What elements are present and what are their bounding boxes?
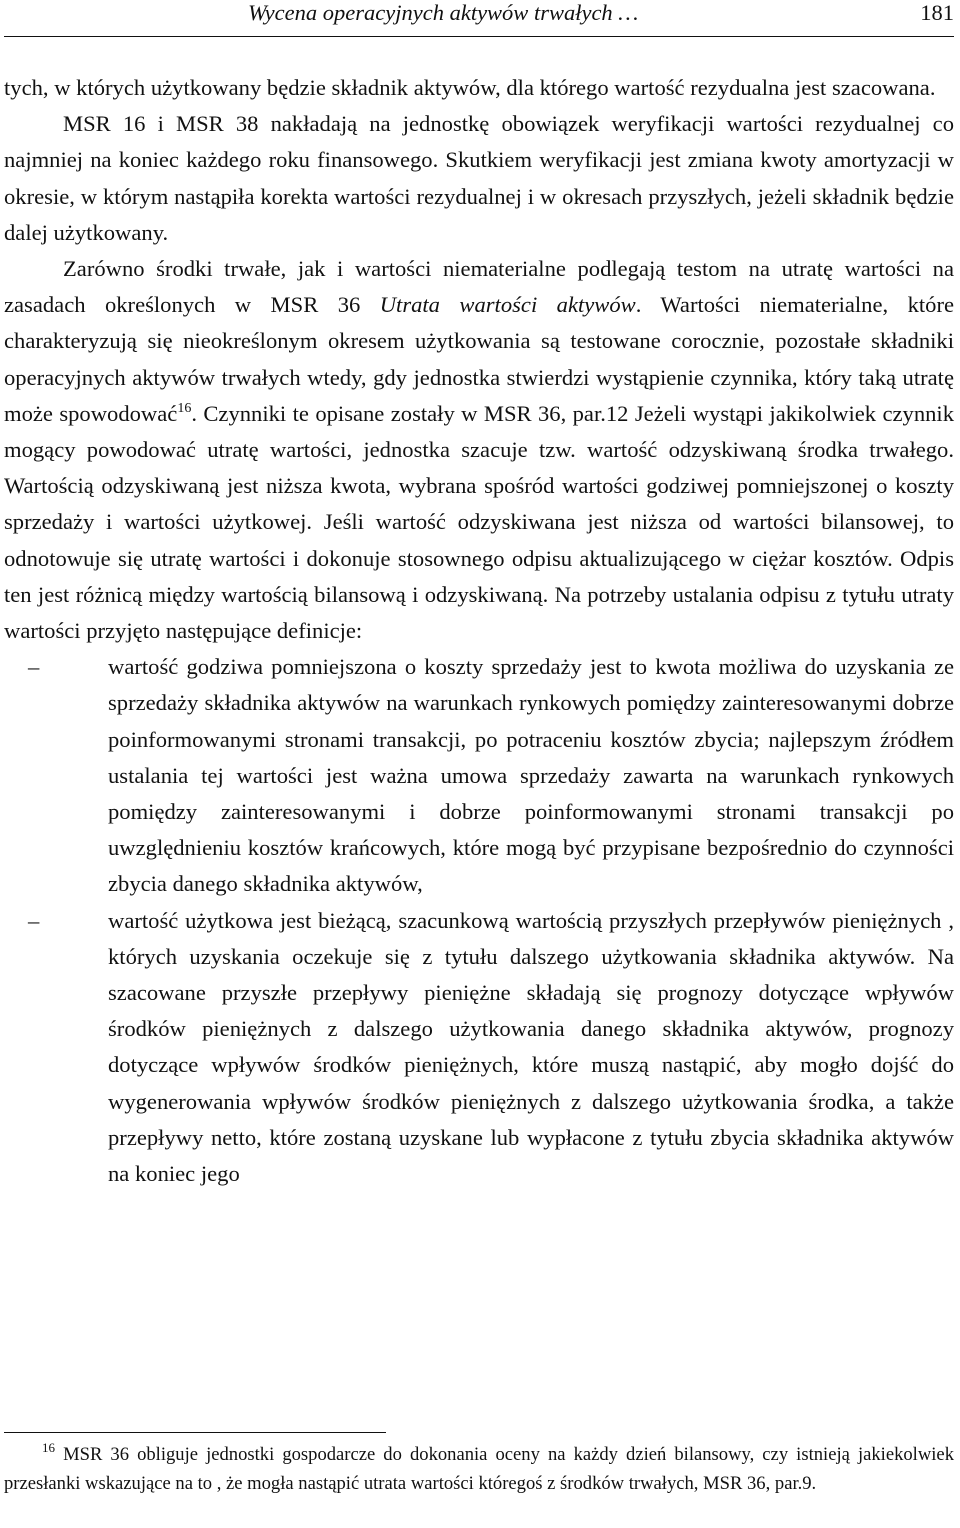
paragraph-continuation: tych, w których użytkowany będzie składnik aktywów, dla którego wartość rezydualna jest szacowana. <box>4 75 936 100</box>
footnote-number: 16 <box>42 1440 55 1455</box>
page-number: 181 <box>920 0 954 25</box>
running-title: Wycena operacyjnych aktywów trwałych … <box>248 0 639 25</box>
footnote-reference[interactable]: 16 <box>177 400 192 416</box>
footnote-text: MSR 36 obliguje jednostki gospodarcze do dokonania oceny na każdy dzień bilansowy, czy istnieją jakiekolwiek przesłanki wskazujące na to , że mogła nastąpić utrata wartości któregoś z środków trwałych, MSR 36, par.9. <box>4 1444 954 1494</box>
dash-bullet: – <box>28 654 40 680</box>
footnote-rule <box>4 1432 386 1433</box>
paragraph-text: . Wartości niematerialne, które charakteryzują się nieokreślonym okresem użytkowania są testowane corocznie, pozostałe składniki operacyjnych aktywów trwałych wtedy, gdy jednostka stwierdzi wystąpienie czynnika, który taką utratę może spowodować <box>4 292 954 426</box>
running-header <box>4 0 954 28</box>
definitions-list <box>4 649 954 1192</box>
list-item <box>4 903 954 1193</box>
body-text <box>4 70 954 1192</box>
footnote-paragraph <box>4 1441 954 1498</box>
paragraph-text: Zarówno środki trwałe, jak i wartości niematerialne podlegają testom na utratę wartości na zasadach określonych w MSR 36 <box>4 256 954 318</box>
paragraph-residual-value: MSR 16 i MSR 38 nakładają na jednostkę obowiązek weryfikacji wartości rezydualnej co najmniej na koniec każdego roku finansowego. Skutkiem weryfikacji jest zmiana kwoty amortyzacji w okresie, w którym nastąpiła korekta wartości rezydualnej i w okresach przyszłych, jeżeli składnik będzie dalej użytkowany. <box>4 111 954 245</box>
italic-title: Utrata wartości aktywów <box>379 292 636 318</box>
footnote <box>4 1441 954 1498</box>
header-rule <box>4 36 954 37</box>
list-item-text: wartość godziwa pomniejszona o koszty sprzedaży jest to kwota możliwa do uzyskania ze sprzedaży składnika aktywów na warunkach rynkowych pomiędzy zainteresowanymi dobrze poinformowanymi stronami transakcji, po potraceniu kosztów zbycia; najlepszym źródłem ustalania tej wartości jest ważna umowa sprzedaży zawarta na warunkach rynkowych pomiędzy zainteresowanymi i dobrze poinformowanymi stronami transakcji po uwzględnieniu kosztów krańcowych, które mogą być przypisane bezpośrednio do czynności zbycia danego składnika aktywów, <box>108 654 954 897</box>
dash-bullet: – <box>28 907 40 933</box>
list-item-text: wartość użytkowa jest bieżącą, szacunkową wartością przyszłych przepływów pieniężnych , których uzyskania oczekuje się z tytułu dalszego użytkowania składnika aktywów. Na szacowane przyszłe przepływy pieniężne składają się prognozy dotyczące wpływów środków pieniężnych z dalszego użytkowania danego składnika aktywów, prognozy dotyczące wpływów środków pieniężnych, które muszą nastąpić, aby mogło dojść do wygenerowania wpływów środków pieniężnych z dalszego użytkowania środka, a także przepływy netto, które zostaną uzyskane lub wypłacone z tytułu zbycia składnika aktywów na koniec jego <box>108 907 954 1187</box>
paragraph-impairment <box>4 251 954 649</box>
list-item <box>4 649 954 902</box>
paragraph-text: . Czynniki te opisane zostały w MSR 36, par.12 Jeżeli wystąpi jakikolwiek czynnik mogący powodować utratę wartości, jednostka szacuje tzw. wartość odzyskiwaną środka trwałego. Wartością odzyskiwaną jest niższa kwota, wybrana spośród wartości godziwej pomniejszonej o koszty sprzedaży i wartości użytkowej. Jeśli wartość odzyskiwana jest niższa od wartości bilansowej, to odnotowuje się utratę wartości i dokonuje stosownego odpisu aktualizującego w ciężar kosztów. Odpis ten jest różnicą między wartością bilansową i odzyskiwaną. Na potrzeby ustalania odpisu z tytułu utraty wartości przyjęto następujące definicje: <box>4 400 955 644</box>
